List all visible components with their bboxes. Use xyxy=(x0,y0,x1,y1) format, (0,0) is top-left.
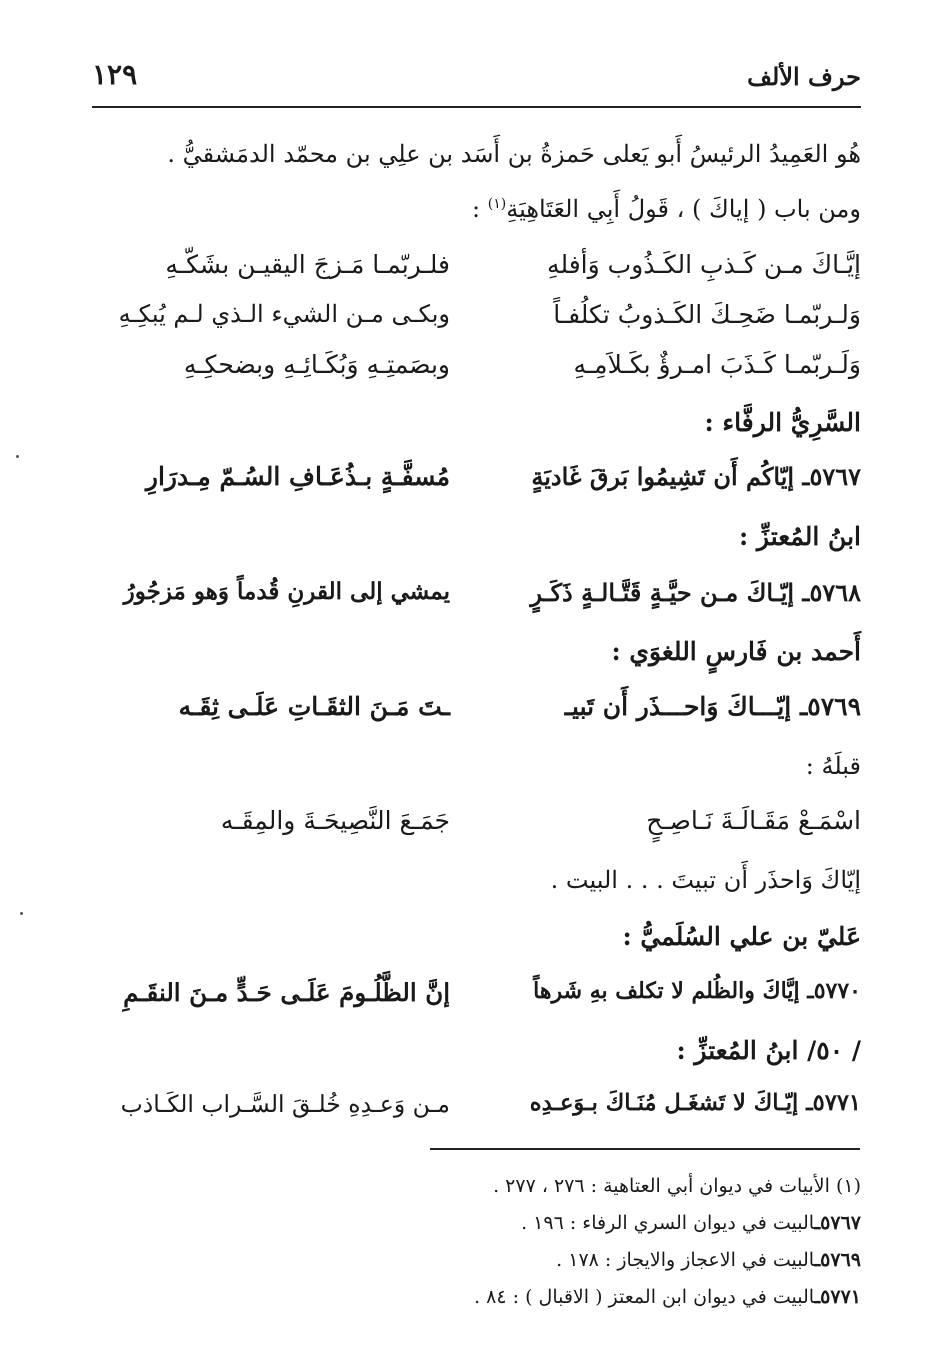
footnote-1 xyxy=(493,1175,861,1197)
verse-number: ٥٧٧٠ـ xyxy=(807,978,861,1004)
footnote-number: ٥٧٦٧ـ xyxy=(814,1212,861,1234)
scan-speck xyxy=(20,912,23,915)
footnote-number: ٥٧٧١ـ xyxy=(814,1286,861,1308)
footnote-5769 xyxy=(556,1249,861,1271)
footnote-text: البيت في الاعجاز والايجاز : ١٧٨ . xyxy=(556,1249,815,1271)
running-header-title: حرف الألف xyxy=(747,62,861,91)
intro-line-2-text: ومن باب ( إياكَ ) ، قَولُ أَبِي العَتَاهِيَةِ xyxy=(506,195,861,223)
qablahu-label: قبلَهُ : xyxy=(805,752,861,780)
poet-heading-ibn-mutazz: ابنُ المُعتزِّ : xyxy=(739,522,861,551)
poem-verse xyxy=(120,300,861,348)
verse-number: ٥٧٦٨ـ xyxy=(802,578,861,607)
verse-first-hemistich xyxy=(531,462,861,491)
verse-text: إيّـاكَ مـن حيَّـةٍ قَتَّـالـةٍ ذَكَـرٍ xyxy=(530,578,795,607)
footnote-marker[interactable]: (١) xyxy=(487,196,507,212)
footnote-number: ٥٧٦٩ـ xyxy=(814,1249,861,1271)
verse-second-hemistich: فلـربّمـا مَـزجَ اليقيـن بشَكّـهِ xyxy=(165,250,450,279)
verse-second-hemistich: يمشي إلى القرنِ قُدماً وَهو مَزجُورُ xyxy=(123,578,450,605)
verse-5769 xyxy=(120,692,861,740)
verse-text: إيّـاكَ لا تَشغَـل مُنَـاكَ بـوَعـدِه xyxy=(529,1090,799,1116)
footnote-text: البيت في ديوان السري الرفاء : ١٩٦ . xyxy=(521,1212,815,1234)
verse-number: ٥٧٦٩ـ xyxy=(799,692,861,721)
poet-heading-sari: السَّرِيُّ الرفَّاء : xyxy=(704,408,861,437)
footnote-text: (١) الأبيات في ديوان أبي العتاهية : ٢٧٦ ، ٢٧٧ . xyxy=(493,1175,861,1197)
page-number: ١٢٩ xyxy=(92,58,138,91)
verse-first-hemistich: وَلَـربّمـا كَـذَبَ امـرؤٌ بكَـلاَمِـهِ xyxy=(573,350,861,379)
footnote-5767 xyxy=(521,1212,861,1234)
verse-text: إيّـــاكَ وَاحـــذَر أَن تَبيـ xyxy=(564,692,792,721)
verse-second-hemistich: وبكـى مـن الشيء الـذي لـم يُبكِـهِ xyxy=(118,300,450,328)
header-rule xyxy=(92,106,861,108)
repeat-line: إيّاكَ وَاحذَر أَن تبيتَ . . . البيت . xyxy=(550,866,861,894)
verse-5768 xyxy=(120,578,861,626)
intro-line-1: هُو العَمِيدُ الرئيسُ أَبو يَعلى حَمزةُ بن أَسَد بن علِي بن محمّد الدمَشقيُّ . xyxy=(167,140,861,168)
verse-text: إيَّاكَ والظُلم لا تكلف بهِ شَرهاً xyxy=(533,978,800,1004)
verse-second-hemistich: مـن وَعـدِهِ خُلـقَ السَّـراب الكَـاذب xyxy=(120,1090,450,1118)
verse-second-hemistich: إنَّ الظَّلُـومَ عَلَـى حَـدٍّ مـنَ النقَـمِ xyxy=(123,978,450,1007)
scan-speck xyxy=(16,455,19,458)
verse-first-hemistich: وَلـربّمـا ضَحِـكَ الكَـذوبُ تكلُفـاً xyxy=(553,300,861,329)
intro-line-2-tail: : xyxy=(472,195,488,223)
poet-heading-ibn-mutazz-2: / ٥٠/ ابنُ المُعتزِّ : xyxy=(676,1036,861,1065)
verse-5767 xyxy=(120,462,861,510)
verse-first-hemistich: إيَّـاكَ مـن كَـذبِ الكَـذُوب وَأفلهِ xyxy=(547,250,861,279)
verse-number: ٥٧٧١ـ xyxy=(806,1090,861,1116)
verse-first-hemistich xyxy=(531,978,861,1004)
poet-heading-ibn-faris: أَحمد بن فَارسٍ اللغوَي : xyxy=(611,637,861,666)
verse-second-hemistich: مُسفَّـةٍ بـذُعَـافِ السُـمّ مِـدرَارِ xyxy=(145,462,450,491)
verse-qablahu xyxy=(120,806,861,854)
verse-second-hemistich: وبصَمتِـهِ وَبُكَـائِـهِ وبضحكِـهِ xyxy=(183,350,450,379)
footnote-text: البيت في ديوان ابن المعتز ( الاقبال ) : ٨٤ . xyxy=(474,1286,815,1308)
poet-heading-sulami: عَليّ بن علي السُلَميُّ : xyxy=(622,922,861,951)
verse-number: ٥٧٦٧ـ xyxy=(802,462,861,491)
verse-first-hemistich xyxy=(531,692,861,721)
poem-verse xyxy=(120,350,861,398)
poem-verse xyxy=(120,250,861,298)
verse-5771 xyxy=(120,1090,861,1138)
verse-first-hemistich xyxy=(531,578,861,607)
intro-line-2 xyxy=(472,195,861,223)
verse-5770 xyxy=(120,978,861,1026)
footnote-5771 xyxy=(474,1286,861,1308)
footnote-rule xyxy=(430,1148,860,1150)
verse-first-hemistich xyxy=(531,1090,861,1116)
verse-second-hemistich: جَمَـعَ النَّصِيحَـةَ والمِقَـه xyxy=(220,806,450,835)
verse-text: إيّاكُم أَن تَشِيمُوا بَرقَ غَاديَةٍ xyxy=(531,462,795,491)
verse-first-hemistich: اسْمَـعْ مَقَـالَـةَ نَـاصِـحٍ xyxy=(646,806,861,835)
verse-second-hemistich: ـتَ مَـنَ الثقَـاتِ عَلَـى ثِقَـه xyxy=(178,692,450,721)
